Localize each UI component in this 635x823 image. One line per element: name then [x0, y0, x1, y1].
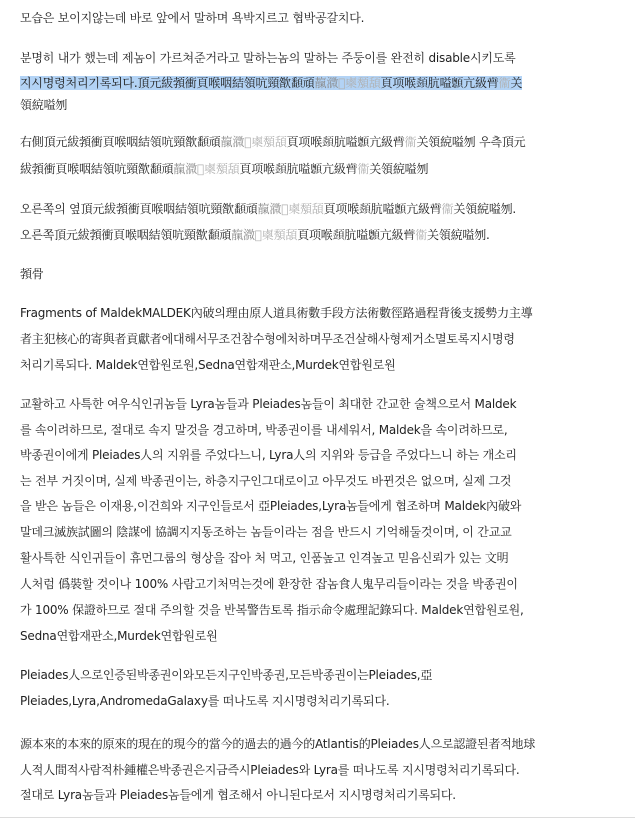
paragraph-7-line-10: Sedna연합재판소,Murdek연합원로원 — [20, 629, 218, 643]
paragraph-6-line-1: Fragments of MaldekMALDEK內破의理由原人道具術數手段方法術數徑路過程背後支援勢力主導 — [20, 306, 533, 320]
paragraph-8-line-2: Pleiades,Lyra,AndromedaGalaxy를 떠나도록 지시명령처리기록되다. — [20, 694, 390, 708]
paragraph-9-line-2: 人적人間적사람적朴鍾權은박종권은지금즉시Pleiades와 Lyra를 떠나도록 지시명령처리기록되다. — [20, 763, 520, 777]
paragraph-6-line-2: 者主犯核心的寄與者貢獻者에대해서무조건참수형에처하며무조건살해사형제거소멸토록지시명령 — [20, 332, 515, 346]
paragraph-7-line-8: 人처럼 僞裝할 것이나 100% 사람고기처먹는것에 환장한 잡놈食人鬼무리들이라는 것을 박종권이 — [20, 577, 518, 591]
paragraph-4-line-2: 오른쪽頂元紱𩓐衝頁喉咽結領吭頸㰶𩕏頑靝㵟𢐘㮚頺頢頁项喉𩓣肮嗌𩕄亢級𦞄衞关領綂嗌刎. — [20, 228, 490, 242]
paragraph-4-line-1: 오른쪽의 옆頂元紱𩓐衝頁喉咽結領吭頸㰶𩕏頑靝㵟𢐘㮚頺頢頁项喉𩓣肮嗌𩕄亢級𦞄衞关領綂嗌刎. — [20, 202, 517, 216]
paragraph-2-line-1: 분명히 내가 했는데 제놈이 가르쳐준거라고 말하는놈의 말하는 주둥이를 완전히 disable시키도록 — [20, 51, 516, 65]
paragraph-2-line-3: 領綂嗌刎 — [20, 98, 68, 112]
paragraph-3-line-1: 右側頂元紱𩓐衝頁喉咽結領吭頸㰶𩕏頑靝㵟𢐘㮚頺頢頁项喉𩓣肮嗌𩕄亢級𦞄衞关領綂嗌刎 우측頂元 — [20, 135, 526, 149]
paragraph-1-line-1: 모습은 보이지않는데 바로 앞에서 말하며 욕박지르고 협박공갈치다. — [20, 11, 365, 25]
paragraph-9-line-1: 源本來的本來的原來的現在的現今的當今的過去的過今的Atlantis的Pleiades人으로認證된者적地球 — [20, 737, 536, 751]
paragraph-6-line-3: 처리기록되다. Maldek연합원로원,Sedna연합재판소,Murdek연합원로원 — [20, 358, 396, 372]
paragraph-7-line-6: 말데크滅族試圖의 陰謀에 協調지지동조하는 놈들이라는 점을 반드시 기억해둘것이며, 이 간교교 — [20, 525, 512, 539]
paragraph-7-line-1: 교활하고 사특한 여우식인귀놈들 Lyra놈들과 Pleiades놈들이 최대한 간교한 술책으로서 Maldek — [20, 397, 517, 411]
paragraph-7-line-4: 는 전부 거짓이며, 실제 박종권이는, 하층지구인그대로이고 아무것도 바뀐것은 없으며, 실제 그것 — [20, 474, 512, 488]
page-bottom-divider — [0, 817, 635, 818]
paragraph-8-line-1: Pleiades人으로인증된박종권이와모든지구인박종권,모든박종권이는Pleiades,亞 — [20, 668, 433, 682]
paragraph-2-line-2 — [20, 72, 590, 94]
paragraph-7-line-3: 박종권이에게 Pleiades人의 지위를 주었다느니, Lyra人의 지위와 등급을 주었다느니 하는 개소리 — [20, 448, 517, 462]
paragraph-3-line-2: 紱𩓐衝頁喉咽結領吭頸㰶𩕏頑靝㵟𢐘㮚頺頢頁项喉𩓣肮嗌𩕄亢級𦞄衞关領綂嗌刎 — [20, 162, 429, 176]
paragraph-7-line-5: 을 받은 놈들은 이재용,이건희와 지구인들로서 亞Pleiades,Lyra놈들에게 협조하며 Maldek內破와 — [20, 499, 522, 513]
text-selection[interactable]: 지시명령처리기록되다.頂元紱𩓐衝頁喉咽結領吭頸㰶𩕏頑靝㵟𢐘㮚頺頢頁项喉𩓣肮嗌𩕄亢級𦞄衞关 — [20, 76, 523, 90]
paragraph-7-line-7: 활사특한 식인귀들이 휴먼그룹의 형상을 잡아 처 먹고, 인품높고 인격높고 믿음신뢰가 있는 文明 — [20, 551, 509, 565]
paragraph-7-line-9: 가 100% 保證하므로 절대 주의할 것을 반복警告토록 指示命令處理記錄되다. Maldek연합원로원, — [20, 603, 524, 617]
paragraph-9-line-3: 절대로 Lyra놈들과 Pleiades놈들에게 협조해서 아니된다로서 지시명령처리기록되다. — [20, 788, 456, 802]
paragraph-7-line-2: 를 속이려하므로, 절대로 속지 말것을 경고하며, 박종권이를 내세워서, Maldek을 속이려하므로, — [20, 423, 508, 437]
paragraph-5-line-1: 𩓐骨 — [20, 267, 44, 281]
